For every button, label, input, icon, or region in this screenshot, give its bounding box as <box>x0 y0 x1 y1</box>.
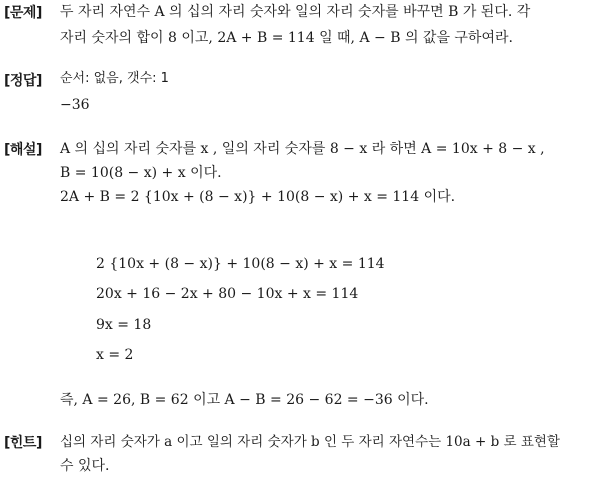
equation-step: 9x = 18 <box>96 317 152 333</box>
explanation-line: A 의 십의 자리 숫자를 x , 일의 자리 숫자를 8 − x 라 하면 A = 10x + 8 − x , <box>60 141 545 157</box>
explanation-line: 2A + B = 2 {10x + (8 − x)} + 10(8 − x) + x = 114 이다. <box>60 189 456 205</box>
problem-text <box>60 0 588 50</box>
problem-line: 자리 숫자의 합이 8 이고, 2A + B = 114 일 때, A − B 의 값을 구하여라. <box>60 30 513 46</box>
hint-label: [힌트] <box>4 435 42 451</box>
problem-line: 두 자리 자연수 A 의 십의 자리 숫자와 일의 자리 숫자를 바꾸면 B 가 된다. 각 <box>60 4 531 20</box>
answer-order-count: 순서: 없음, 갯수: 1 <box>60 71 169 86</box>
explanation-line: B = 10(8 − x) + x 이다. <box>60 165 222 181</box>
hint-text <box>60 430 588 478</box>
conclusion-text: 즉, A = 26, B = 62 이고 A − B = 26 − 62 = −36 이다. <box>60 392 429 408</box>
equation-step: x = 2 <box>96 347 134 363</box>
equation-step: 20x + 16 − 2x + 80 − 10x + x = 114 <box>96 286 359 302</box>
explanation-label: [해설] <box>4 142 42 158</box>
problem-label: [문제] <box>4 5 42 21</box>
explanation-text <box>60 137 588 209</box>
answer-label: [정답] <box>4 73 42 89</box>
answer-text <box>60 67 588 117</box>
equation-step: 2 {10x + (8 − x)} + 10(8 − x) + x = 114 <box>96 256 385 272</box>
hint-line: 수 있다. <box>60 458 110 474</box>
answer-value: −36 <box>60 97 90 113</box>
hint-line: 십의 자리 숫자가 a 이고 일의 자리 숫자가 b 인 두 자리 자연수는 10a + b 로 표현할 <box>60 434 560 450</box>
